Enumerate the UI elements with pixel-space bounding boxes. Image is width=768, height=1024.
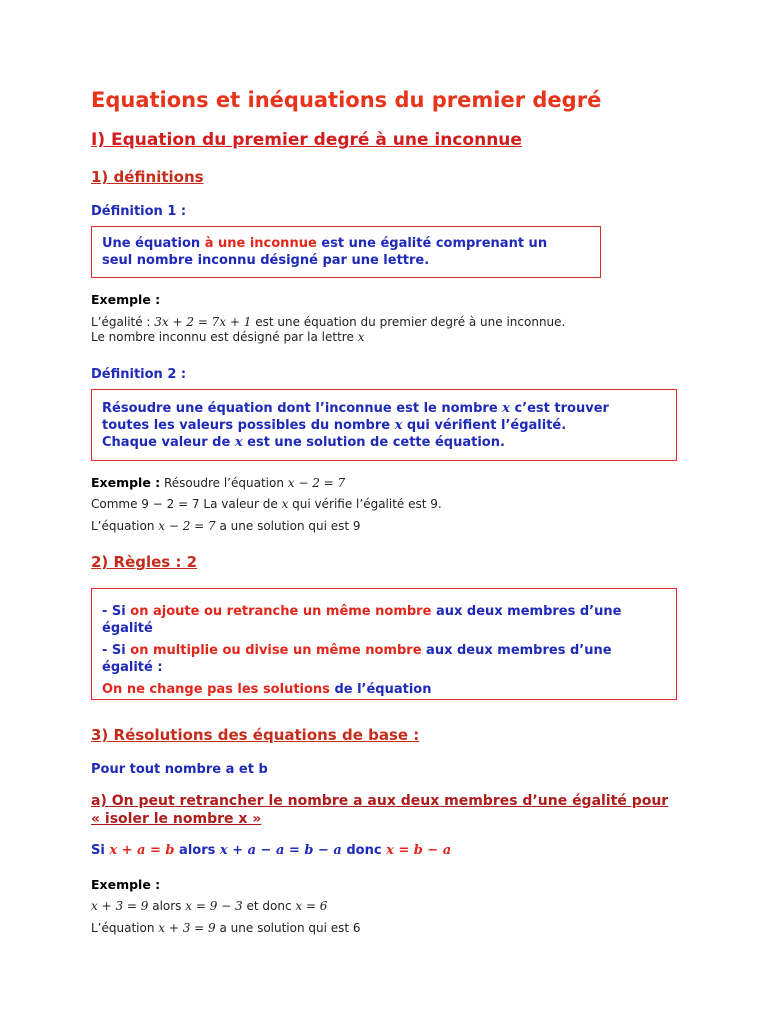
section-heading-1: I) Equation du premier degré à une inconnue	[91, 130, 522, 150]
example-2-line-3: L’équation x − 2 = 7 a une solution qui est 9	[91, 519, 361, 533]
example-3-line-1: x + 3 = 9 alors x = 9 − 3 et donc x = 6	[91, 899, 328, 913]
example-2-line-2: Comme 9 − 2 = 7 La valeur de x qui vérifie l’égalité est 9.	[91, 497, 442, 511]
subheading-resolutions: 3) Résolutions des équations de base :	[91, 726, 420, 744]
definition-1-box	[91, 226, 601, 278]
definition-2-line-2: toutes les valeurs possibles du nombre x qui vérifient l’égalité.	[102, 418, 567, 433]
intro-text: Pour tout nombre a et b	[91, 762, 268, 777]
rule-2-line-2: égalité :	[102, 660, 163, 675]
example-3-label: Exemple :	[91, 877, 161, 892]
rule-2-line-1: - Si on multiplie ou divise un même nombre aux deux membres d’une	[102, 643, 612, 658]
rule-1-line-1: - Si on ajoute ou retranche un même nombre aux deux membres d’une	[102, 604, 622, 619]
page-title: Equations et inéquations du premier degré	[91, 88, 602, 112]
example-2-line-1: Exemple : Résoudre l’équation x − 2 = 7	[91, 475, 346, 490]
rule-a-heading: a) On peut retrancher le nombre a aux deux membres d’une égalité pour « isoler le nombre x »	[91, 793, 669, 827]
subheading-definitions: 1) définitions	[91, 168, 204, 186]
definition-2-label: Définition 2 :	[91, 367, 187, 382]
subheading-rules: 2) Règles : 2	[91, 553, 198, 571]
example-1-line-2: Le nombre inconnu est désigné par la lettre x	[91, 330, 365, 344]
definition-2-line-1: Résoudre une équation dont l’inconnue est le nombre x c’est trouver	[102, 401, 609, 416]
definition-1-line-2: seul nombre inconnu désigné par une lettre.	[102, 253, 430, 268]
definition-2-line-3: Chaque valeur de x est une solution de cette équation.	[102, 435, 505, 450]
definition-1-line-1: Une équation à une inconnue est une égalité comprenant un	[102, 236, 548, 251]
definition-1-label: Définition 1 :	[91, 204, 187, 219]
definition-2-box	[91, 389, 677, 461]
example-3-line-2: L’équation x + 3 = 9 a une solution qui est 6	[91, 921, 361, 935]
example-1-line-1: L’égalité : 3x + 2 = 7x + 1 est une équation du premier degré à une inconnue.	[91, 315, 566, 329]
rule-conclusion: On ne change pas les solutions de l’équation	[102, 682, 432, 697]
example-1-label: Exemple :	[91, 292, 161, 307]
rules-box	[91, 588, 677, 700]
formula-line: Si x + a = b alors x + a − a = b − a donc x = b − a	[91, 843, 452, 858]
rule-1-line-2: égalité	[102, 621, 153, 636]
